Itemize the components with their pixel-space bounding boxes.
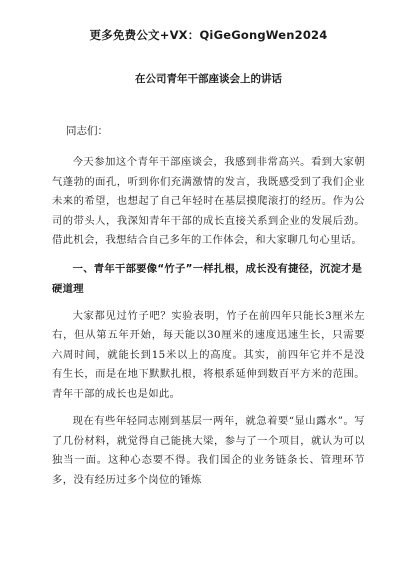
section-heading-1: 一、青年干部要像“竹子”一样扎根，成长没有捷径，沉淀才是硬道理: [52, 262, 363, 295]
paragraph-intro: 今天参加这个青年干部座谈会，我感到非常高兴。看到大家朝气蓬勃的面孔，听到你们充满激情的发言，我既感受到了我们企业未来的希望，也想起了自己年轻时在基层摸爬滚打的经历。作为公司的带头人，我深知青年干部的成长直接关系到企业的发展后劲。借此机会，我想结合自己多年的工作体会，和大家聊几句心里话。: [52, 156, 365, 246]
greeting: 同志们：: [66, 125, 108, 137]
paragraph-bamboo: 大家都见过竹子吧？实验表明，竹子在前四年只能长3厘米左右，但从第五年开始，每天能以30厘米的速度迅速生长，只需要六周时间，就能长到15米以上的高度。其实，前四年它并不是没有生长，而是在地下默默扎根，将根系延伸到数百平方米的范围。青年干部的成长也是如此。: [52, 309, 365, 400]
paragraph-young-cadres: 现在有些年轻同志刚到基层一两年，就急着要“显山露水”。写了几份材料，就觉得自己能挑大梁，参与了一个项目，就认为可以独当一面。这种心态要不得。我们国企的业务链条长、管理环节多，没有经历过多个岗位的锤炼: [52, 415, 365, 486]
document-title: 在公司青年干部座谈会上的讲话: [135, 73, 282, 85]
promo-banner: 更多免费公文+VX：QiGeGongWen2024: [89, 28, 328, 42]
